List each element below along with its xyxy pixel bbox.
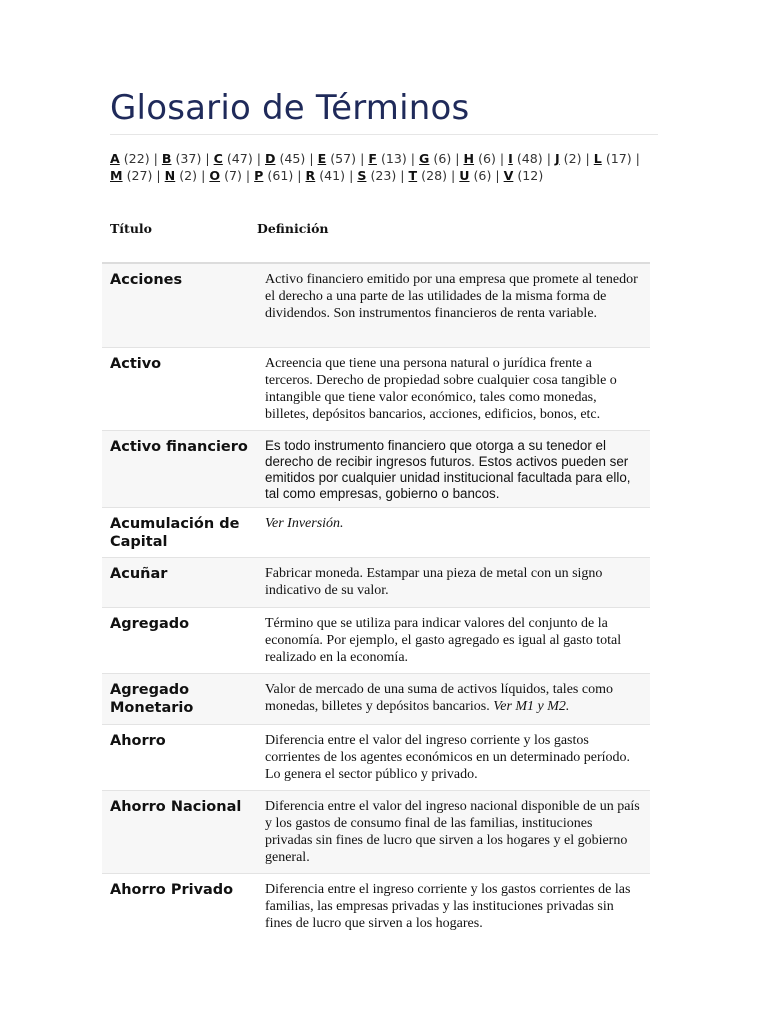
letter-link-r[interactable]: R xyxy=(305,168,316,183)
table-row xyxy=(102,873,650,939)
letter-link-u[interactable]: U xyxy=(459,168,470,183)
letter-count: (41) xyxy=(319,168,346,183)
letter-count: (7) xyxy=(224,168,242,183)
term-cell: Acumulación de Capital xyxy=(102,507,257,557)
page-title: Glosario de Términos xyxy=(110,88,470,128)
term-cell: Activo xyxy=(102,347,257,430)
table-row xyxy=(102,507,650,557)
term-cell: Ahorro Nacional xyxy=(102,790,257,873)
glossary-page xyxy=(110,0,650,236)
letter-link-a[interactable]: A xyxy=(110,151,120,166)
letter-count: (48) xyxy=(516,151,543,166)
table-row xyxy=(102,557,650,607)
letter-separator: | xyxy=(451,151,464,166)
definition-cell: Activo financiero emitido por una empresa que promete al tenedor el derecho a una parte de las utilidades de la misma forma de dividendos. Son instrumentos financieros de renta variable. xyxy=(257,264,650,347)
table-row xyxy=(102,264,650,347)
letter-count: (61) xyxy=(267,168,294,183)
title-divider xyxy=(110,134,658,135)
definition-cell: Diferencia entre el valor del ingreso corriente y los gastos corrientes de los agentes económicos en un determinado período. Lo genera el sector público y privado. xyxy=(257,724,650,790)
letter-separator: | xyxy=(152,168,165,183)
letter-separator: | xyxy=(201,151,214,166)
letter-separator: | xyxy=(406,151,420,166)
letter-separator: | xyxy=(345,168,358,183)
letter-separator: | xyxy=(305,151,318,166)
letter-link-b[interactable]: B xyxy=(161,151,172,166)
letter-count: (47) xyxy=(226,151,253,166)
term-cell: Agregado Monetario xyxy=(102,673,257,724)
letter-count: (28) xyxy=(421,168,448,183)
header-definition: Definición xyxy=(257,221,329,236)
table-row xyxy=(102,673,650,724)
term-cell: Acuñar xyxy=(102,557,257,607)
term-cell: Activo financiero xyxy=(102,430,257,507)
letter-link-e[interactable]: E xyxy=(317,151,327,166)
letter-separator: | xyxy=(293,168,306,183)
definition-cell: Término que se utiliza para indicar valores del conjunto de la economía. Por ejemplo, el gasto agregado es igual al gasto total realizado en la economía. xyxy=(257,607,650,673)
letter-count: (12) xyxy=(517,168,544,183)
table-row xyxy=(102,790,650,873)
definition-cell: Diferencia entre el valor del ingreso nacional disponible de un país y los gastos de consumo final de las familias, instituciones privadas sin fines de lucro que sirven a los hogares y el gobierno general. xyxy=(257,790,650,873)
letter-link-l[interactable]: L xyxy=(593,151,602,166)
letter-count: (23) xyxy=(370,168,397,183)
letter-count: (22) xyxy=(123,151,150,166)
letter-link-f[interactable]: F xyxy=(368,151,377,166)
letter-separator: | xyxy=(149,151,162,166)
letter-link-d[interactable]: D xyxy=(264,151,276,166)
letter-separator: | xyxy=(356,151,369,166)
letter-separator: | xyxy=(631,151,640,166)
term-cell: Ahorro xyxy=(102,724,257,790)
letter-count: (27) xyxy=(126,168,153,183)
letter-link-h[interactable]: H xyxy=(463,151,475,166)
letter-link-n[interactable]: N xyxy=(164,168,176,183)
definition-cell: Diferencia entre el ingreso corriente y los gastos corrientes de las familias, las empresas privadas y las instituciones privadas sin fines de lucro que sirven a los hogares. xyxy=(265,881,631,931)
definition-cell: Valor de mercado de una suma de activos líquidos, tales como monedas, billetes y depósitos bancarios. Ver M1 y M2. xyxy=(257,673,650,724)
letter-separator: | xyxy=(542,151,555,166)
definition-cell: Fabricar moneda. Estampar una pieza de metal con un signo indicativo de su valor. xyxy=(257,557,650,607)
letter-separator: | xyxy=(581,151,594,166)
letter-link-t[interactable]: T xyxy=(408,168,418,183)
table-row xyxy=(102,347,650,430)
letter-index xyxy=(110,150,655,184)
letter-separator: | xyxy=(495,151,509,166)
table-row xyxy=(102,607,650,673)
letter-link-p[interactable]: P xyxy=(254,168,264,183)
letter-separator: | xyxy=(491,168,504,183)
letter-link-m[interactable]: M xyxy=(110,168,123,183)
letter-separator: | xyxy=(447,168,460,183)
term-cell: Ahorro Privado xyxy=(110,881,234,898)
letter-count: (45) xyxy=(279,151,306,166)
letter-count: (6) xyxy=(478,151,496,166)
header-title: Título xyxy=(110,221,152,236)
letter-link-v[interactable]: V xyxy=(503,168,514,183)
letter-separator: | xyxy=(396,168,409,183)
table-row xyxy=(102,430,650,507)
table-row xyxy=(102,724,650,790)
letter-link-s[interactable]: S xyxy=(357,168,367,183)
term-cell: Agregado xyxy=(102,607,257,673)
letter-link-o[interactable]: O xyxy=(209,168,221,183)
letter-count: (6) xyxy=(433,151,452,166)
letter-count: (13) xyxy=(380,151,407,166)
letter-count: (17) xyxy=(605,151,632,166)
letter-count: (2) xyxy=(563,151,582,166)
letter-separator: | xyxy=(197,168,210,183)
letter-count: (6) xyxy=(473,168,492,183)
letter-link-c[interactable]: C xyxy=(213,151,223,166)
letter-separator: | xyxy=(252,151,265,166)
letter-link-j[interactable]: J xyxy=(554,151,560,166)
letter-count: (37) xyxy=(175,151,202,166)
letter-count: (57) xyxy=(330,151,357,166)
definition-cell: Acreencia que tiene una persona natural o jurídica frente a terceros. Derecho de propiedad sobre cualquier cosa tangible o intangible que tiene valor económico, tales como monedas, billetes, depósitos bancarios, acciones, edificios, bonos, etc. xyxy=(257,347,650,430)
term-cell: Acciones xyxy=(102,264,257,347)
glossary-table xyxy=(102,264,650,939)
letter-separator: | xyxy=(241,168,255,183)
letter-link-g[interactable]: G xyxy=(419,151,430,166)
letter-link-i[interactable]: I xyxy=(508,151,513,166)
letter-count: (2) xyxy=(179,168,198,183)
definition-cell: Es todo instrumento financiero que otorga a su tenedor el derecho de recibir ingresos futuros. Estos activos pueden ser emitidos por cualquier unidad institucional facultada para ello, tal como empresas, gobierno o bancos. xyxy=(257,430,650,507)
definition-cell: Ver Inversión. xyxy=(257,507,650,557)
